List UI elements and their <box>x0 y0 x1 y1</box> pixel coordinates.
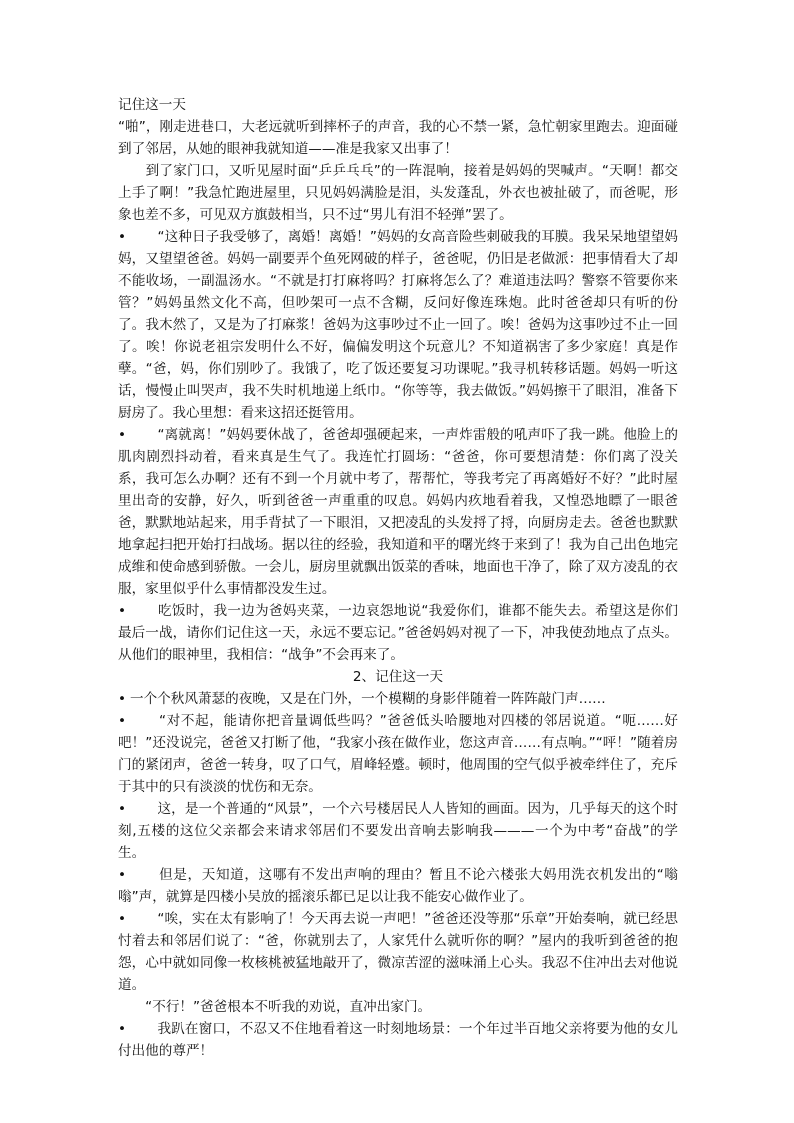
bulleted-paragraph <box>118 226 678 424</box>
bullet-icon: • <box>118 229 127 245</box>
bulleted-paragraph <box>118 908 678 996</box>
bulleted-paragraph <box>118 798 678 864</box>
paragraph: “不行！”爸爸根本不听我的劝说，直冲出家门。 <box>118 999 432 1015</box>
bulleted-paragraph <box>118 424 678 600</box>
paragraph: 到了家门口，又听见屋时面“乒乒乓乓”的一阵混响，接着是妈妈的哭喊声。“天啊！都交上手了啊！”我急忙跑进屋里，只见妈妈满脸是泪，头发蓬乱，外衣也被扯破了，而爸呢，形象也差不多，可见双方旗鼓相当，只不过“男儿有泪不轻弹”罢了。 <box>118 163 678 223</box>
paragraph-text: 吃饭时，我一边为爸妈夹菜，一边哀怨地说“我爱你们，谁都不能失去。希望这是你们最后一战，请你们记住这一天，永远不要忘记。”爸爸妈妈对视了一下，冲我使劲地点了点头。从他们的眼神里，我相信：“战争”不会再来了。 <box>118 603 678 663</box>
paragraph-text: 这，是一个普通的“风景”，一个六号楼居民人人皆知的画面。因为，几乎每天的这个时刻,五楼的这位父亲都会来请求邻居们不要发出音响去影响我———一个为中考“奋战”的学生。 <box>118 801 678 861</box>
bullet-icon: • <box>118 691 127 707</box>
document-title: 记住这一天 <box>118 97 186 113</box>
bulleted-paragraph <box>118 710 678 798</box>
paragraph-text: 一个个秋风萧瑟的夜晚，又是在门外，一个模糊的身影伴随着一阵阵敲门声…… <box>130 691 606 707</box>
bullet-icon: • <box>118 603 127 619</box>
bulleted-paragraph <box>118 688 678 710</box>
bullet-icon: • <box>118 427 127 443</box>
paragraph-text: “离就离！”妈妈要休战了，爸爸却强硬起来，一声炸雷般的吼声吓了我一跳。他脸上的肌肉剧烈抖动着，看来真是生气了。我连忙打圆场：“爸爸，你可要想清楚：你们离了没关系，我可怎么办啊？还有不到一个月就中考了，帮帮忙，等我考完了再离婚好不好？”此时屋里出奇的安静，好久，听到爸爸一声重重的叹息。妈妈内疚地看着我，又惶恐地瞟了一眼爸爸，默默地站起来，用手背拭了一下眼泪，又把凌乱的头发捋了捋，向厨房走去。爸爸也默默地拿起扫把开始打扫战场。据以往的经验，我知道和平的曙光终于来到了！我为自己出色地完成维和使命感到骄傲。一会儿，厨房里就飘出饭菜的香味，地面也干净了，除了双方凌乱的衣服，家里似乎什么事情都没发生过。 <box>118 427 678 597</box>
bullet-icon: • <box>118 1021 127 1037</box>
paragraph-text: “对不起，能请你把音量调低些吗？”爸爸低头哈腰地对四楼的邻居说道。“呃……好吧！”还没说完，爸爸又打断了他，“我家小孩在做作业，您这声音……有点响。”“呯！”随着房门的紧闭声，爸爸一转身，叹了口气，眉峰轻蹙。顿时，他周围的空气似乎被牵绊住了，充斥于其中的只有淡淡的忧伤和无奈。 <box>118 713 678 795</box>
bullet-icon: • <box>118 911 127 927</box>
paragraph-text: 但是，天知道，这哪有不发出声响的理由？暂且不论六楼张大妈用洗衣机发出的“嗡嗡”声，就算是四楼小吴放的摇滚乐都已足以让我不能安心做作业了。 <box>118 867 678 905</box>
bullet-icon: • <box>118 713 127 729</box>
paragraph-text: 我趴在窗口，不忍又不住地看着这一时刻地场景：一个年过半百地父亲将要为他的女儿付出他的尊严！ <box>118 1021 678 1059</box>
bulleted-paragraph <box>118 1018 678 1062</box>
section-subtitle: 2、记住这一天 <box>352 669 444 685</box>
paragraph-text: “唉，实在太有影响了！今天再去说一声吧！”爸爸还没等那“乐章”开始奏响，就已经思忖着去和邻居们说了：“爸，你就别去了，人家凭什么就听你的啊？”屋内的我听到爸爸的抱怨，心中就如同像一枚核桃被猛地敲开了，微凉苦涩的滋味涌上心头。我忍不住冲出去对他说道。 <box>118 911 678 993</box>
document-page <box>118 94 678 1062</box>
bulleted-paragraph <box>118 600 678 666</box>
bullet-icon: • <box>118 801 127 817</box>
bulleted-paragraph <box>118 864 678 908</box>
paragraph: “啪”，刚走进巷口，大老远就听到摔杯子的声音，我的心不禁一紧，急忙朝家里跑去。迎面碰到了邻居，从她的眼神我就知道——准是我家又出事了！ <box>118 119 678 157</box>
paragraph-text: “这种日子我受够了，离婚！离婚！”妈妈的女高音险些刺破我的耳膜。我呆呆地望望妈妈，又望望爸爸。妈妈一副要弄个鱼死网破的样子，爸爸呢，仍旧是老做派：把事情看大了却不能收场，一副温汤水。“不就是打打麻将吗？打麻将怎么了？难道违法吗？警察不管要你来管？”妈妈虽然文化不高，但吵架可一点不含糊，反问好像连珠炮。此时爸爸却只有听的份了。我木然了，又是为了打麻浆！爸妈为这事吵过不止一回了。唉！爸妈为这事吵过不止一回了。唉！你说老祖宗发明什么不好，偏偏发明这个玩意儿？不知道祸害了多少家庭！真是作孽。“爸，妈，你们别吵了。我饿了，吃了饭还要复习功课呢。”我寻机转移话题。妈妈一听这话，慢慢止叫哭声，我不失时机地递上纸巾。“你等等，我去做饭。”妈妈擦干了眼泪，准备下厨房了。我心里想：看来这招还挺管用。 <box>118 229 678 421</box>
bullet-icon: • <box>118 867 127 883</box>
